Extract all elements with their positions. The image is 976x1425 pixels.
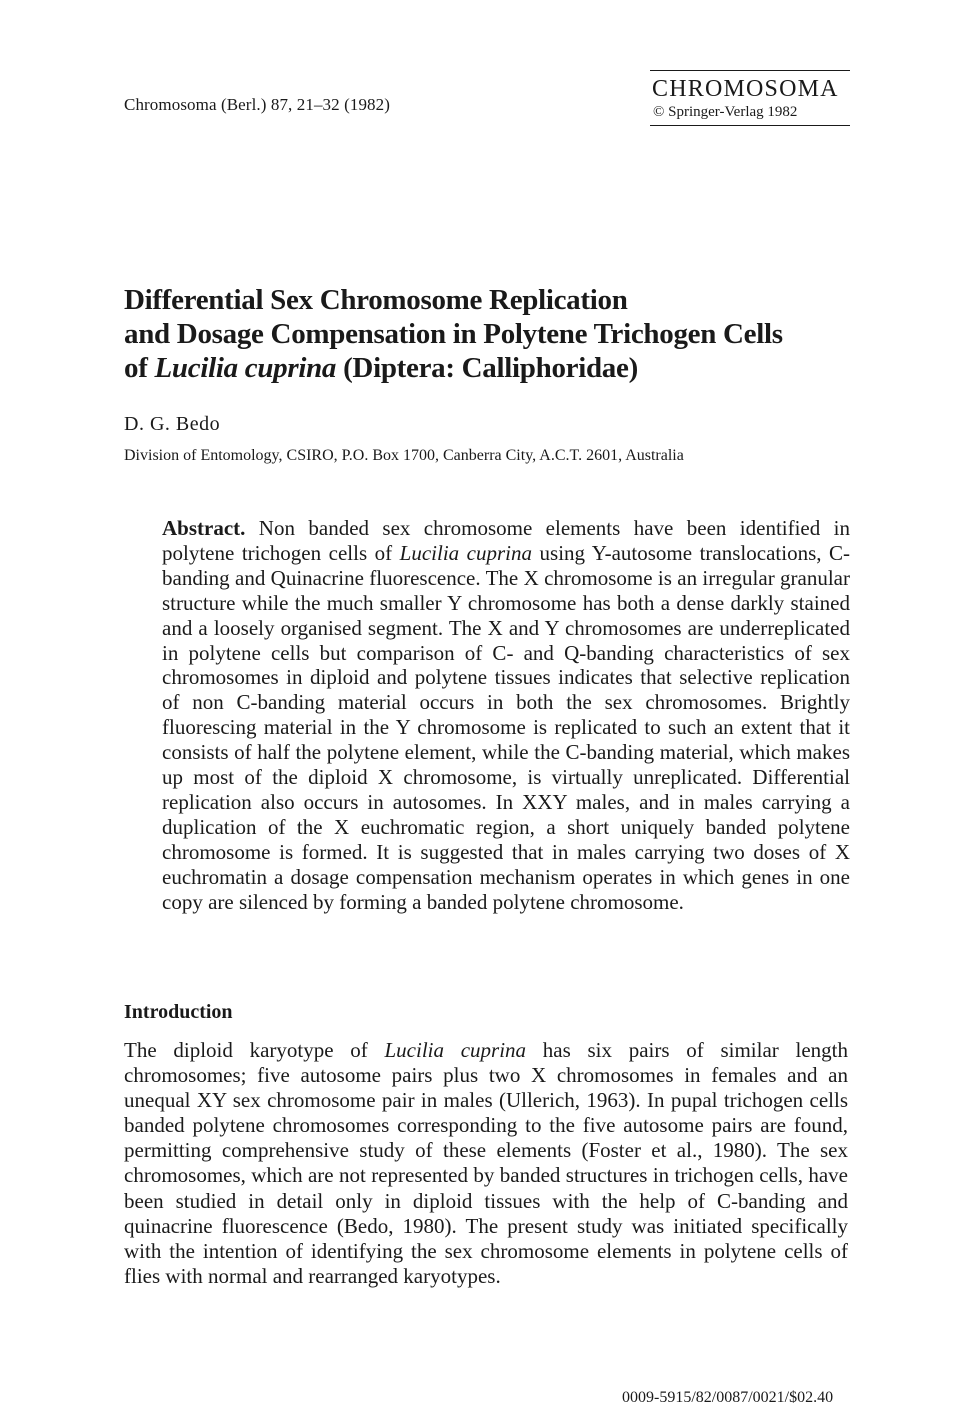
author-affiliation: Division of Entomology, CSIRO, P.O. Box 1700, Canberra City, A.C.T. 2601, Australia bbox=[124, 447, 684, 464]
title-line-3 bbox=[124, 351, 884, 385]
intro-text-1: The diploid karyotype of bbox=[124, 1038, 385, 1062]
title-species: Lucilia cuprina bbox=[154, 352, 337, 384]
title-line-2: and Dosage Compensation in Polytene Trichogen Cells bbox=[124, 318, 783, 350]
article-title bbox=[124, 283, 884, 385]
abstract bbox=[162, 516, 850, 915]
intro-species: Lucilia cuprina bbox=[384, 1038, 527, 1062]
title-line-1: Differential Sex Chromosome Replication bbox=[124, 284, 628, 316]
copyright-notice: © Springer-Verlag 1982 bbox=[653, 104, 798, 120]
introduction-paragraph bbox=[124, 1038, 848, 1289]
article-code: 0009-5915/82/0087/0021/$02.40 bbox=[622, 1389, 834, 1406]
author-name: D. G. Bedo bbox=[124, 413, 221, 435]
title-suffix: (Diptera: Calliphoridae) bbox=[336, 352, 638, 384]
introduction-heading: Introduction bbox=[124, 1001, 233, 1023]
abstract-species: Lucilia cuprina bbox=[399, 540, 533, 565]
intro-text-2: has six pairs of similar length chromosomes; five autosome pairs plus two X chromosomes in females and an unequal XY sex chromosome pair in males (Ullerich, 1963). In pupal trichogen cells banded polytene chromosomes corresponding to the five autosome pairs are found, permitting comprehensive study of these elements (Foster et al., 1980). The sex chromosomes, which are not represented by banded structures in trichogen cells, have been studied in detail only in diploid tissues with the help of C-banding and quinacrine fluorescence (Bedo, 1980). The present study was initiated specifically with the intention of identifying the sex chromosome elements in polytene cells of flies with normal and rearranged karyotypes. bbox=[124, 1038, 848, 1288]
journal-name: CHROMOSOMA bbox=[652, 76, 839, 102]
abstract-text-2: using Y-autosome translocations, C-banding and Quinacrine fluorescence. The X chromosome is an irregular granular structure while the much smaller Y chromosome has both a dense darkly stained and a loosely organised segment. The X and Y chromosomes are underreplicated in polytene cells but comparison of C- and Q-banding characteristics of sex chromosomes in diploid and polytene tissues indicates that selective replication of non C-banding material occurs in both the sex chromosomes. Brightly fluorescing material in the Y chromosome is replicated to such an extent that it consists of half the polytene element, while the C-banding material, which makes up most of the diploid X chromosome, is virtually unreplicated. Differential replication also occurs in autosomes. In XXY males, and in males carrying a duplication of the X euchromatic region, a short uniquely banded polytene chromosome is formed. It is suggested that in males carrying two doses of X euchromatin a dosage compensation mechanism operates in which genes in one copy are silenced by forming a banded polytene chromosome. bbox=[162, 540, 851, 914]
journal-masthead bbox=[650, 70, 850, 126]
journal-citation: Chromosoma (Berl.) 87, 21–32 (1982) bbox=[124, 95, 391, 114]
abstract-label: Abstract. bbox=[162, 516, 246, 540]
abstract-text-1: Non banded sex chromosome elements have been identified in polytene trichogen cells of bbox=[162, 516, 850, 565]
title-prefix: of bbox=[124, 352, 155, 384]
